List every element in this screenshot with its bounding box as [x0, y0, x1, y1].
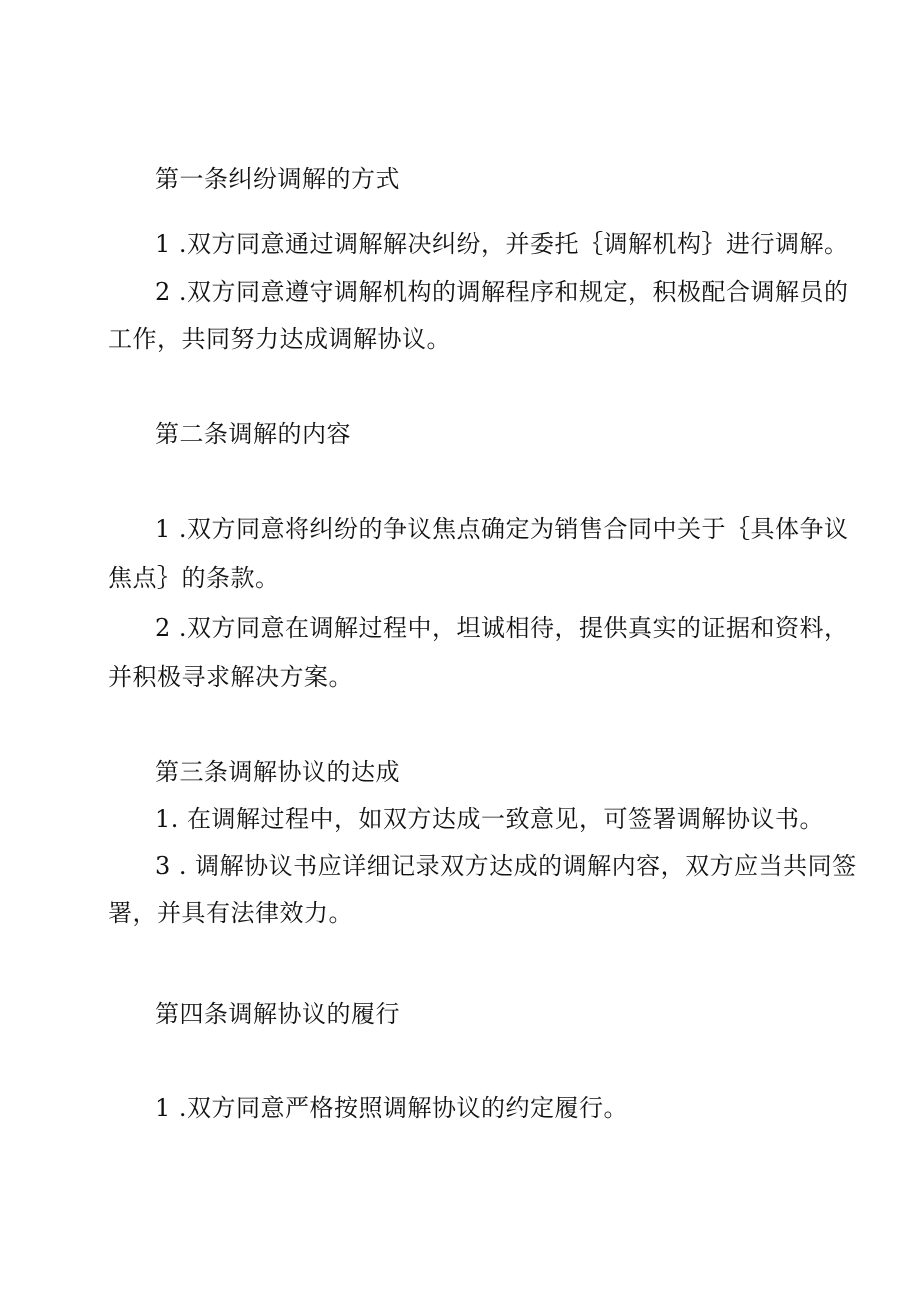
- section-3-item-3-cont: 署，并具有法律效力。: [108, 899, 353, 927]
- section-2-item-1: 1 .双方同意将纠纷的争议焦点确定为销售合同中关于｛具体争议: [155, 515, 849, 543]
- section-4-item-1: 1 .双方同意严格按照调解协议的约定履行。: [155, 1094, 629, 1122]
- section-3-heading: 第三条调解协议的达成: [155, 758, 400, 786]
- section-3-item-1: 1. 在调解过程中，如双方达成一致意见，可签署调解协议书。: [155, 805, 825, 833]
- section-1-item-2-cont: 工作，共同努力达成调解协议。: [108, 325, 451, 353]
- section-1-item-1: 1 .双方同意通过调解解决纠纷，并委托｛调解机构｝进行调解。: [155, 230, 849, 258]
- section-2-item-2: 2 .双方同意在调解过程中，坦诚相待，提供真实的证据和资料，: [155, 614, 849, 642]
- section-1-item-2: 2 .双方同意遵守调解机构的调解程序和规定，积极配合调解员的: [155, 278, 849, 306]
- section-2-item-1-cont: 焦点｝的条款。: [108, 564, 280, 592]
- section-2-heading: 第二条调解的内容: [155, 420, 351, 448]
- section-3-item-3: 3 . 调解协议书应详细记录双方达成的调解内容，双方应当共同签: [155, 852, 857, 880]
- section-2-item-2-cont: 并积极寻求解决方案。: [108, 663, 353, 691]
- section-4-heading: 第四条调解协议的履行: [155, 1000, 400, 1028]
- section-1-heading: 第一条纠纷调解的方式: [155, 165, 400, 193]
